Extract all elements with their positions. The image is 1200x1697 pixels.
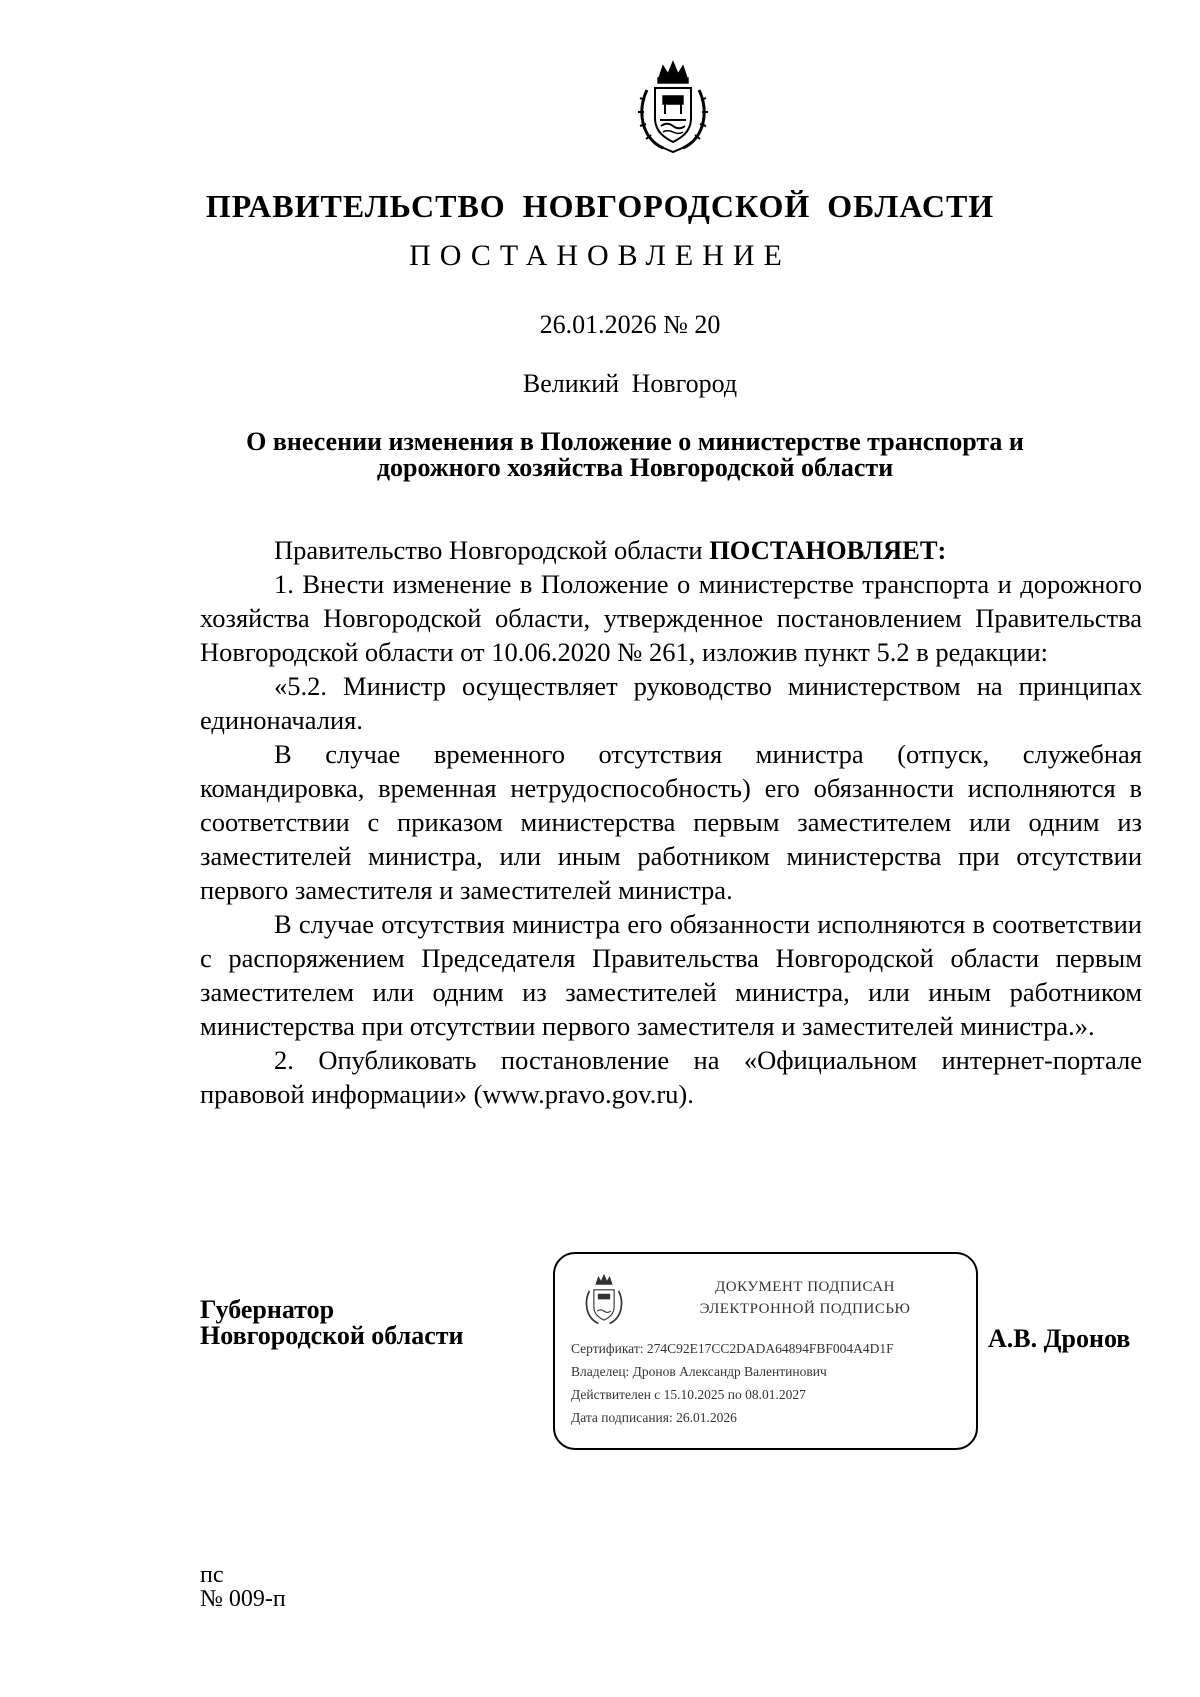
subject-line-2: дорожного хозяйства Новгородской области <box>376 453 894 482</box>
paragraph: «5.2. Министр осуществляет руководство министерством на принципах единоначалия. <box>200 671 1142 735</box>
paragraph: 1. Внести изменение в Положение о министерстве транспорта и дорожного хозяйства Новгородской области, утвержденное постановлением Правительства Новгородской области от 10.06.2020 № 261, изложив пункт 5.2 в редакции: <box>200 569 1142 667</box>
paragraph: 2. Опубликовать постановление на «Официальном интернет-портале правовой информации» (www.pravo.gov.ru). <box>200 1045 1142 1109</box>
footer-line-2: № 009-п <box>200 1586 286 1612</box>
signer-title <box>200 1297 464 1349</box>
signer-name: А.В. Дронов <box>988 1324 1131 1353</box>
coat-of-arms-icon <box>633 60 713 156</box>
organization-title: ПРАВИТЕЛЬСТВО НОВГОРОДСКОЙ ОБЛАСТИ <box>205 188 995 224</box>
document-city: Великий Новгород <box>522 369 738 398</box>
stamp-heading <box>655 1276 955 1320</box>
electronic-signature-stamp <box>553 1252 978 1450</box>
preamble <box>200 533 1142 567</box>
document-date-number: 26.01.2026 № 20 <box>539 310 721 339</box>
stamp-heading-line-1: ДОКУМЕНТ ПОДПИСАН <box>715 1279 895 1295</box>
stamp-owner: Владелец: Дронов Александр Валентинович <box>571 1364 827 1379</box>
stamp-validity: Действителен с 15.10.2025 по 08.01.2027 <box>571 1387 806 1402</box>
stamp-heading-line-2: ЭЛЕКТРОННОЙ ПОДПИСЬЮ <box>699 1301 911 1317</box>
decree-word: ПОСТАНОВЛЯЕТ: <box>709 535 947 565</box>
document-subject <box>200 429 1070 481</box>
preamble-text: Правительство Новгородской области <box>274 535 710 565</box>
stamp-coat-of-arms-icon <box>581 1274 627 1328</box>
footer-line-1: пс <box>200 1562 224 1588</box>
signer-title-line-2: Новгородской области <box>200 1321 464 1350</box>
document-body <box>200 533 1142 1111</box>
stamp-signed-date: Дата подписания: 26.01.2026 <box>571 1410 737 1425</box>
document-footer <box>200 1563 286 1611</box>
paragraph: В случае временного отсутствия министра (отпуск, служебная командировка, временная нетрудоспособность) его обязанности исполняются в соответствии с приказом министерства первым заместителем или одним из заместителей министра, или иным работником министерства при отсутствии первого заместителя и заместителей министра. <box>200 739 1142 905</box>
subject-line-1: О внесении изменения в Положение о министерстве транспорта и <box>246 427 1024 456</box>
document-type: ПОСТАНОВЛЕНИЕ <box>409 239 791 272</box>
signer-title-line-1: Губернатор <box>200 1295 335 1324</box>
stamp-certificate: Сертификат: 274C92E17CC2DADA64894FBF004A4D1F <box>571 1341 894 1356</box>
paragraph: В случае отсутствия министра его обязанности исполняются в соответствии с распоряжением Председателя Правительства Новгородской области первым заместителем или одним из заместителей министра, или иным работником министерства при отсутствии первого заместителя и заместителей министра.». <box>200 909 1142 1041</box>
